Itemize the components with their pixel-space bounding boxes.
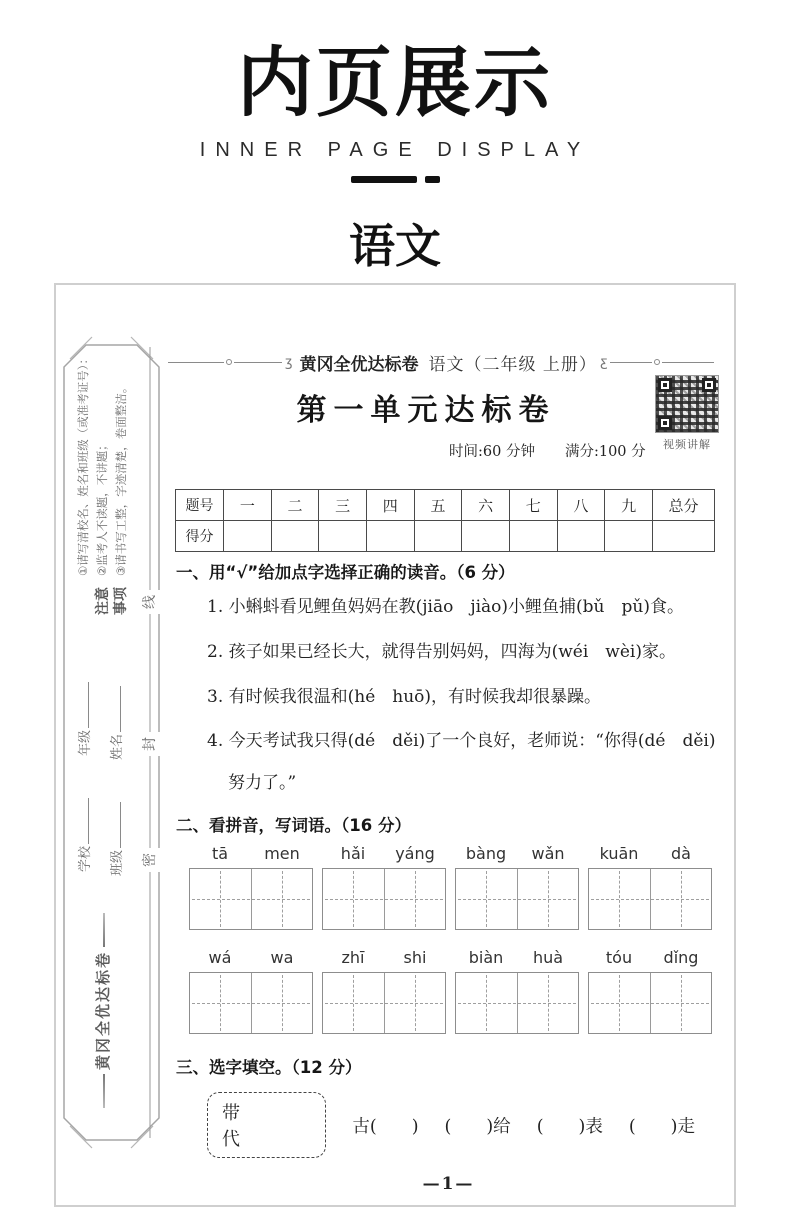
writing-grid[interactable] — [322, 868, 446, 930]
question-item: 4. 今天考试我只得(dé děi)了一个良好，老师说：“你得(dé děi)努力了。” — [207, 731, 716, 793]
field-school: 学校 — [74, 798, 93, 872]
pinyin-row-2 — [189, 948, 712, 1034]
qr-block — [652, 375, 722, 452]
score-table-header-row — [176, 490, 715, 521]
header-cell: 总分 — [653, 490, 715, 521]
rule-line — [234, 362, 282, 363]
pinyin-syllable: wá — [208, 948, 232, 967]
rule-ornament-right: ʒ — [599, 354, 608, 370]
pinyin-row-1 — [189, 844, 712, 930]
pinyin-word-rows — [189, 844, 712, 1034]
pinyin-syllable: yáng — [395, 844, 435, 863]
banner-title: 内页展示 — [237, 38, 553, 127]
pinyin-syllable: biàn — [468, 948, 504, 967]
pinyin-syllable: tóu — [605, 948, 633, 967]
fill-blank[interactable]: ( )表 — [536, 1116, 603, 1137]
header-cell: 七 — [509, 490, 557, 521]
time-limit: 时间:60 分钟 — [449, 444, 535, 460]
time-score-line — [449, 440, 646, 461]
sidebar-rotated-content — [64, 345, 167, 1138]
score-table-score-row — [176, 521, 715, 552]
word-group — [322, 948, 446, 1034]
header-cell: 一 — [224, 490, 272, 521]
grade-blank-line[interactable] — [77, 682, 89, 728]
qr-finder-icon — [658, 416, 672, 430]
class-blank-line[interactable] — [109, 802, 121, 848]
name-blank-line[interactable] — [109, 686, 121, 732]
rule-line — [662, 362, 714, 363]
fill-blank-row — [207, 1092, 721, 1158]
seal-char-feng: 封 — [138, 732, 162, 756]
writing-grid[interactable] — [588, 868, 712, 930]
score-cell[interactable] — [462, 521, 510, 552]
word-group — [455, 844, 579, 930]
paper-brand: 黄冈全优达标卷 — [299, 354, 419, 375]
rule-line — [610, 362, 652, 363]
pinyin-syllable: wǎn — [531, 844, 565, 863]
score-row-label: 得分 — [176, 521, 224, 552]
pinyin-syllable: wa — [270, 948, 294, 967]
score-cell[interactable] — [653, 521, 715, 552]
notice-label: 注意 事项 — [95, 587, 129, 615]
header-cell: 题号 — [176, 490, 224, 521]
paper-header-rule — [168, 351, 724, 373]
pinyin-syllable: men — [264, 844, 300, 863]
header-cell: 八 — [557, 490, 605, 521]
pinyin-syllable: tā — [211, 844, 229, 863]
score-cell[interactable] — [271, 521, 319, 552]
score-table — [175, 489, 715, 552]
rule-circle-right — [654, 359, 660, 365]
header-cell: 六 — [462, 490, 510, 521]
subject-title: 语文 — [349, 219, 441, 273]
score-cell[interactable] — [509, 521, 557, 552]
score-cell[interactable] — [366, 521, 414, 552]
section-1-title: 一、用“√”给加点字选择正确的读音。（6 分） — [176, 563, 515, 582]
word-group — [322, 844, 446, 930]
score-cell[interactable] — [319, 521, 367, 552]
header-cell: 五 — [414, 490, 462, 521]
unit-title: 第一单元达标卷 — [296, 393, 556, 428]
fill-blank[interactable]: ( )走 — [628, 1116, 695, 1137]
underline-dot — [425, 176, 440, 183]
banner-underline — [345, 176, 445, 184]
brand-tail-left — [103, 1074, 105, 1108]
score-cell[interactable] — [557, 521, 605, 552]
sidebar-brand-label: 黄冈全优达标卷 — [94, 950, 112, 1070]
page-number: —1— — [422, 1174, 475, 1194]
score-cell[interactable] — [414, 521, 462, 552]
qr-finder-icon — [702, 378, 716, 392]
pinyin-syllable: kuān — [599, 844, 639, 863]
field-name: 姓名 — [106, 686, 125, 760]
section-2-title: 二、看拼音，写词语。（16 分） — [176, 816, 411, 835]
pinyin-syllable: dà — [671, 844, 691, 863]
pinyin-syllable: shi — [403, 948, 427, 967]
question-item: 1. 小蝌蚪看见鲤鱼妈妈在教(jiāo jiào)小鲤鱼捕(bǔ pǔ)食。 — [207, 597, 684, 617]
writing-grid[interactable] — [455, 972, 579, 1034]
word-group — [588, 844, 712, 930]
writing-grid[interactable] — [189, 972, 313, 1034]
notice-list — [74, 340, 131, 576]
pinyin-syllable: huà — [532, 948, 564, 967]
qr-finder-icon — [658, 378, 672, 392]
brand-tail-right — [103, 913, 105, 947]
field-class: 班级 — [106, 802, 125, 876]
notice-item-3: ③请书写工整，字迹清楚，卷面整洁。 — [114, 381, 128, 576]
pinyin-syllable: zhī — [341, 948, 365, 967]
question-area — [176, 561, 721, 1194]
rule-line — [168, 362, 224, 363]
banner — [0, 0, 790, 276]
word-group — [455, 948, 579, 1034]
pinyin-syllable: hǎi — [340, 844, 366, 863]
fill-blank[interactable]: 古( ) — [352, 1116, 419, 1137]
word-group — [588, 948, 712, 1034]
notice-item-1: ①请写清校名、姓名和班级（或准考证号）： — [76, 352, 90, 576]
writing-grid[interactable] — [322, 972, 446, 1034]
full-score: 满分:100 分 — [564, 444, 646, 460]
pinyin-syllable: dǐng — [663, 948, 699, 967]
question-item: 2. 孩子如果已经长大，就得告别妈妈，四海为(wéi wèi)家。 — [207, 642, 676, 662]
writing-grid[interactable] — [189, 868, 313, 930]
qr-caption: 视频讲解 — [663, 438, 711, 451]
section-3-title: 三、选字填空。（12 分） — [176, 1058, 362, 1077]
field-grade: 年级 — [74, 682, 93, 756]
fill-blank[interactable]: ( )给 — [444, 1116, 511, 1137]
banner-subtitle: INNER PAGE DISPLAY — [199, 139, 591, 161]
word-group — [189, 948, 313, 1034]
notice-item-2: ②监考人不读题，不讲题； — [95, 439, 109, 576]
school-blank-line[interactable] — [77, 798, 89, 844]
pinyin-syllable: bàng — [465, 844, 507, 863]
writing-grid[interactable] — [588, 972, 712, 1034]
question-item: 3. 有时候我很温和(hé huō)，有时候我却很暴躁。 — [207, 687, 602, 707]
seal-char-xian: 线 — [138, 590, 162, 614]
header-cell: 四 — [366, 490, 414, 521]
writing-grid[interactable] — [455, 868, 579, 930]
qr-code[interactable] — [655, 375, 719, 433]
exam-paper — [54, 283, 736, 1207]
choice-characters-box: 带 代 — [207, 1092, 326, 1158]
score-cell[interactable] — [605, 521, 653, 552]
sidebar-brand — [92, 936, 113, 1112]
header-cell: 二 — [271, 490, 319, 521]
underline-bar — [351, 176, 417, 183]
rule-circle-left — [226, 359, 232, 365]
header-cell: 三 — [319, 490, 367, 521]
seal-char-mi: 密 — [138, 848, 162, 872]
rule-ornament-left: ʒ — [285, 354, 293, 370]
header-cell: 九 — [605, 490, 653, 521]
score-cell[interactable] — [224, 521, 272, 552]
paper-edition: 语文（二年级 上册） — [428, 354, 597, 375]
word-group — [189, 844, 313, 930]
